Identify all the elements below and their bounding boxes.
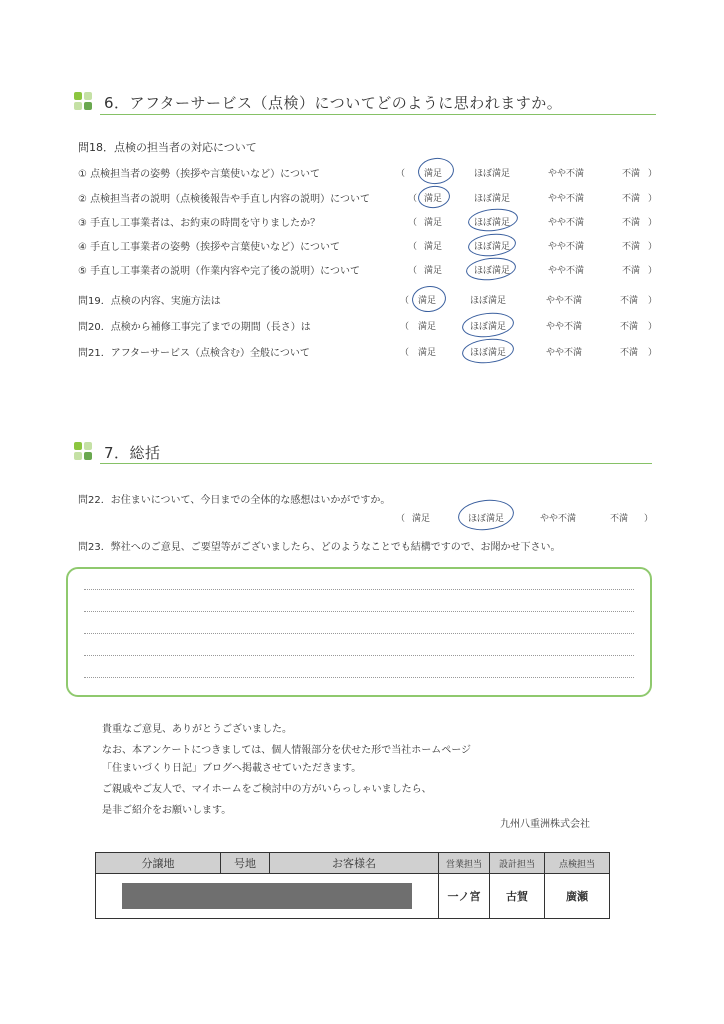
option-dissatisfied[interactable]: 不満 — [622, 194, 641, 204]
option-mostly-satisfied[interactable]: ほぼ満足 — [468, 514, 505, 524]
option-mostly-satisfied[interactable]: ほぼ満足 — [474, 242, 511, 252]
selection-circle — [467, 206, 519, 233]
table-header-row — [96, 853, 610, 874]
selection-circle — [461, 310, 515, 339]
closing-line: 「住まいづくり日記」ブログへ掲載させていただきます。 — [102, 763, 362, 774]
question-label: ③ 手直し工事業者は、お約束の時間を守りましたか？ — [78, 218, 321, 229]
q18-heading: 問18．点検の担当者の対応について — [78, 141, 257, 154]
option-mostly-satisfied[interactable]: ほぼ満足 — [470, 296, 507, 306]
question-label: 問20．点検から補修工事完了までの期間（長さ）は — [78, 322, 311, 333]
question-row — [78, 238, 658, 254]
question-row — [78, 165, 658, 181]
option-open: （ — [400, 322, 410, 332]
option-satisfied[interactable]: 満足 — [418, 296, 437, 306]
selection-circle — [457, 497, 516, 533]
option-mostly-satisfied[interactable]: ほぼ満足 — [470, 322, 507, 332]
question-row — [78, 214, 658, 230]
option-satisfied[interactable]: 満足 — [424, 194, 443, 204]
option-satisfied[interactable]: 満足 — [418, 322, 437, 332]
option-open: （ — [396, 514, 406, 524]
option-close: ） — [648, 266, 658, 276]
option-open: （ — [400, 348, 410, 358]
option-somewhat-dissatisfied[interactable]: やや不満 — [548, 242, 585, 252]
option-satisfied[interactable]: 満足 — [424, 169, 443, 179]
section6-divider — [100, 114, 656, 115]
option-satisfied[interactable]: 満足 — [424, 242, 443, 252]
design-staff: 古賀 — [490, 874, 545, 919]
option-mostly-satisfied[interactable]: ほぼ満足 — [474, 218, 511, 228]
closing-line: なお、本アンケートにつきましては、個人情報部分を伏せた形で当社ホームページ — [102, 745, 471, 756]
inspect-staff: 廣瀬 — [545, 874, 610, 919]
q23-label: 問23．弊社へのご意見、ご要望等がございましたら、どのようなことでも結構ですので、お聞かせ下さい。 — [78, 542, 561, 553]
q22-label: 問22．お住まいについて、今日までの全体的な感想はいかがですか。 — [78, 495, 391, 506]
section-icon — [74, 442, 94, 462]
question-label: ② 点検担当者の説明（点検後報告や手直し内容の説明）について — [78, 194, 370, 205]
option-close: ） — [648, 194, 658, 204]
option-open: （ — [408, 242, 418, 252]
option-mostly-satisfied[interactable]: ほぼ満足 — [474, 194, 511, 204]
selection-circle — [467, 232, 517, 259]
option-dissatisfied[interactable]: 不満 — [620, 348, 639, 358]
option-somewhat-dissatisfied[interactable]: やや不満 — [548, 266, 585, 276]
question-label: ④ 手直し工事業者の姿勢（挨拶や言葉使いなど）について — [78, 242, 340, 253]
question-row — [78, 262, 658, 278]
option-open: （ — [400, 296, 410, 306]
option-open: （ — [396, 169, 406, 179]
option-close: ） — [648, 296, 658, 306]
option-somewhat-dissatisfied[interactable]: やや不満 — [548, 218, 585, 228]
header-inspect: 点検担当 — [545, 853, 610, 874]
redaction-bar — [122, 883, 412, 909]
comment-box[interactable] — [66, 567, 652, 697]
option-dissatisfied[interactable]: 不満 — [620, 322, 639, 332]
option-satisfied[interactable]: 満足 — [412, 514, 431, 524]
closing-line: 貴重なご意見、ありがとうございました。 — [102, 724, 292, 735]
question-label: ① 点検担当者の姿勢（挨拶や言葉使いなど）について — [78, 169, 320, 180]
option-satisfied[interactable]: 満足 — [418, 348, 437, 358]
question-row — [78, 292, 658, 308]
section6-title: 6．アフターサービス（点検）についてどのように思われますか。 — [104, 94, 563, 112]
option-satisfied[interactable]: 満足 — [424, 218, 443, 228]
question-row — [78, 190, 658, 206]
question-row — [78, 344, 658, 360]
option-dissatisfied[interactable]: 不満 — [622, 266, 641, 276]
option-open: （ — [408, 266, 418, 276]
option-dissatisfied[interactable]: 不満 — [620, 296, 639, 306]
redacted-customer-info — [96, 874, 439, 919]
option-open: （ — [408, 194, 418, 204]
comment-line — [84, 655, 634, 656]
selection-circle — [461, 336, 515, 365]
question-label: ⑤ 手直し工事業者の説明（作業内容や完了後の説明）について — [78, 266, 360, 277]
option-somewhat-dissatisfied[interactable]: やや不満 — [546, 296, 583, 306]
staff-table — [95, 852, 610, 919]
option-dissatisfied[interactable]: 不満 — [622, 218, 641, 228]
question-label: 問21．アフターサービス（点検含む）全般について — [78, 348, 310, 359]
header-customer: お客様名 — [270, 853, 439, 874]
company-name: 九州八重洲株式会社 — [500, 819, 590, 830]
closing-line: 是非ご紹介をお願いします。 — [102, 805, 232, 816]
option-close: ） — [648, 348, 658, 358]
option-somewhat-dissatisfied[interactable]: やや不満 — [548, 194, 585, 204]
header-number: 号地 — [221, 853, 270, 874]
option-dissatisfied[interactable]: 不満 — [610, 514, 629, 524]
selection-circle — [465, 255, 517, 282]
option-somewhat-dissatisfied[interactable]: やや不満 — [546, 348, 583, 358]
option-somewhat-dissatisfied[interactable]: やや不満 — [548, 169, 585, 179]
selection-circle — [417, 156, 456, 186]
comment-line — [84, 633, 634, 634]
option-close: ） — [648, 169, 658, 179]
section7-title: 7．総括 — [104, 444, 161, 462]
comment-line — [84, 589, 634, 590]
question-row — [78, 510, 658, 526]
option-mostly-satisfied[interactable]: ほぼ満足 — [470, 348, 507, 358]
question-label: 問19．点検の内容、実施方法は — [78, 296, 221, 307]
header-design: 設計担当 — [490, 853, 545, 874]
sales-staff: 一ノ宮 — [439, 874, 490, 919]
comment-line — [84, 611, 634, 612]
section-icon — [74, 92, 94, 112]
option-satisfied[interactable]: 満足 — [424, 266, 443, 276]
option-mostly-satisfied[interactable]: ほぼ満足 — [474, 266, 511, 276]
option-mostly-satisfied[interactable]: ほぼ満足 — [474, 169, 511, 179]
selection-circle — [411, 284, 448, 313]
option-close: ） — [648, 322, 658, 332]
question-row — [78, 318, 658, 334]
header-sales: 営業担当 — [439, 853, 490, 874]
header-lot: 分譲地 — [96, 853, 221, 874]
option-dissatisfied[interactable]: 不満 — [622, 242, 641, 252]
option-dissatisfied[interactable]: 不満 — [622, 169, 641, 179]
option-close: ） — [644, 514, 654, 524]
option-somewhat-dissatisfied[interactable]: やや不満 — [546, 322, 583, 332]
section7-divider — [100, 463, 652, 464]
table-row — [96, 874, 610, 919]
closing-line: ご親戚やご友人で、マイホームをご検討中の方がいらっしゃいましたら、 — [102, 784, 432, 795]
option-close: ） — [648, 242, 658, 252]
option-close: ） — [648, 218, 658, 228]
selection-circle — [417, 184, 451, 209]
option-open: （ — [408, 218, 418, 228]
option-somewhat-dissatisfied[interactable]: やや不満 — [540, 514, 577, 524]
comment-line — [84, 677, 634, 678]
